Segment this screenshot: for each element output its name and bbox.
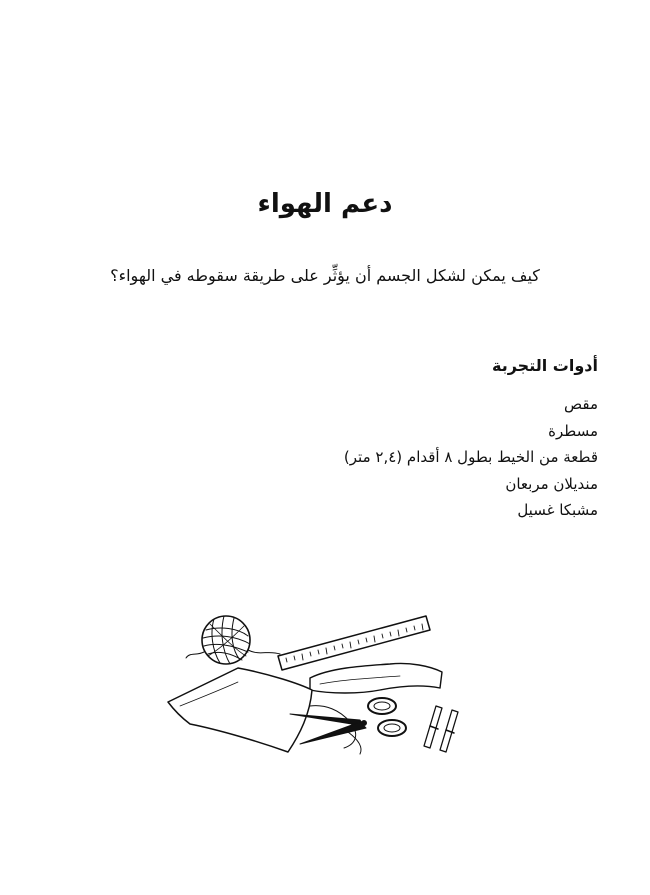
materials-illustration xyxy=(160,606,460,756)
clothespin-icon xyxy=(424,706,458,752)
material-item-clothespins: مشبكا غسيل xyxy=(517,501,598,519)
material-item-tissues: منديلان مربعان xyxy=(505,474,598,493)
material-item-scissors: مقص xyxy=(564,395,598,413)
material-item-ruler: مسطرة xyxy=(548,421,598,440)
ruler-icon xyxy=(278,616,430,670)
page-title: دعم الهواء xyxy=(257,189,393,220)
material-item-string: قطعة من الخيط بطول ٨ أقدام (٢,٤ متر) xyxy=(343,448,598,466)
yarn-ball-icon xyxy=(186,616,280,664)
materials-heading: أدوات التجربة xyxy=(492,356,598,375)
tissue-icon xyxy=(168,663,442,754)
materials-list xyxy=(278,391,598,524)
experiment-question: كيف يمكن لشكل الجسم أن يؤثِّر على طريقة سقوطه في الهواء؟ xyxy=(110,266,540,285)
materials-section xyxy=(278,356,598,524)
